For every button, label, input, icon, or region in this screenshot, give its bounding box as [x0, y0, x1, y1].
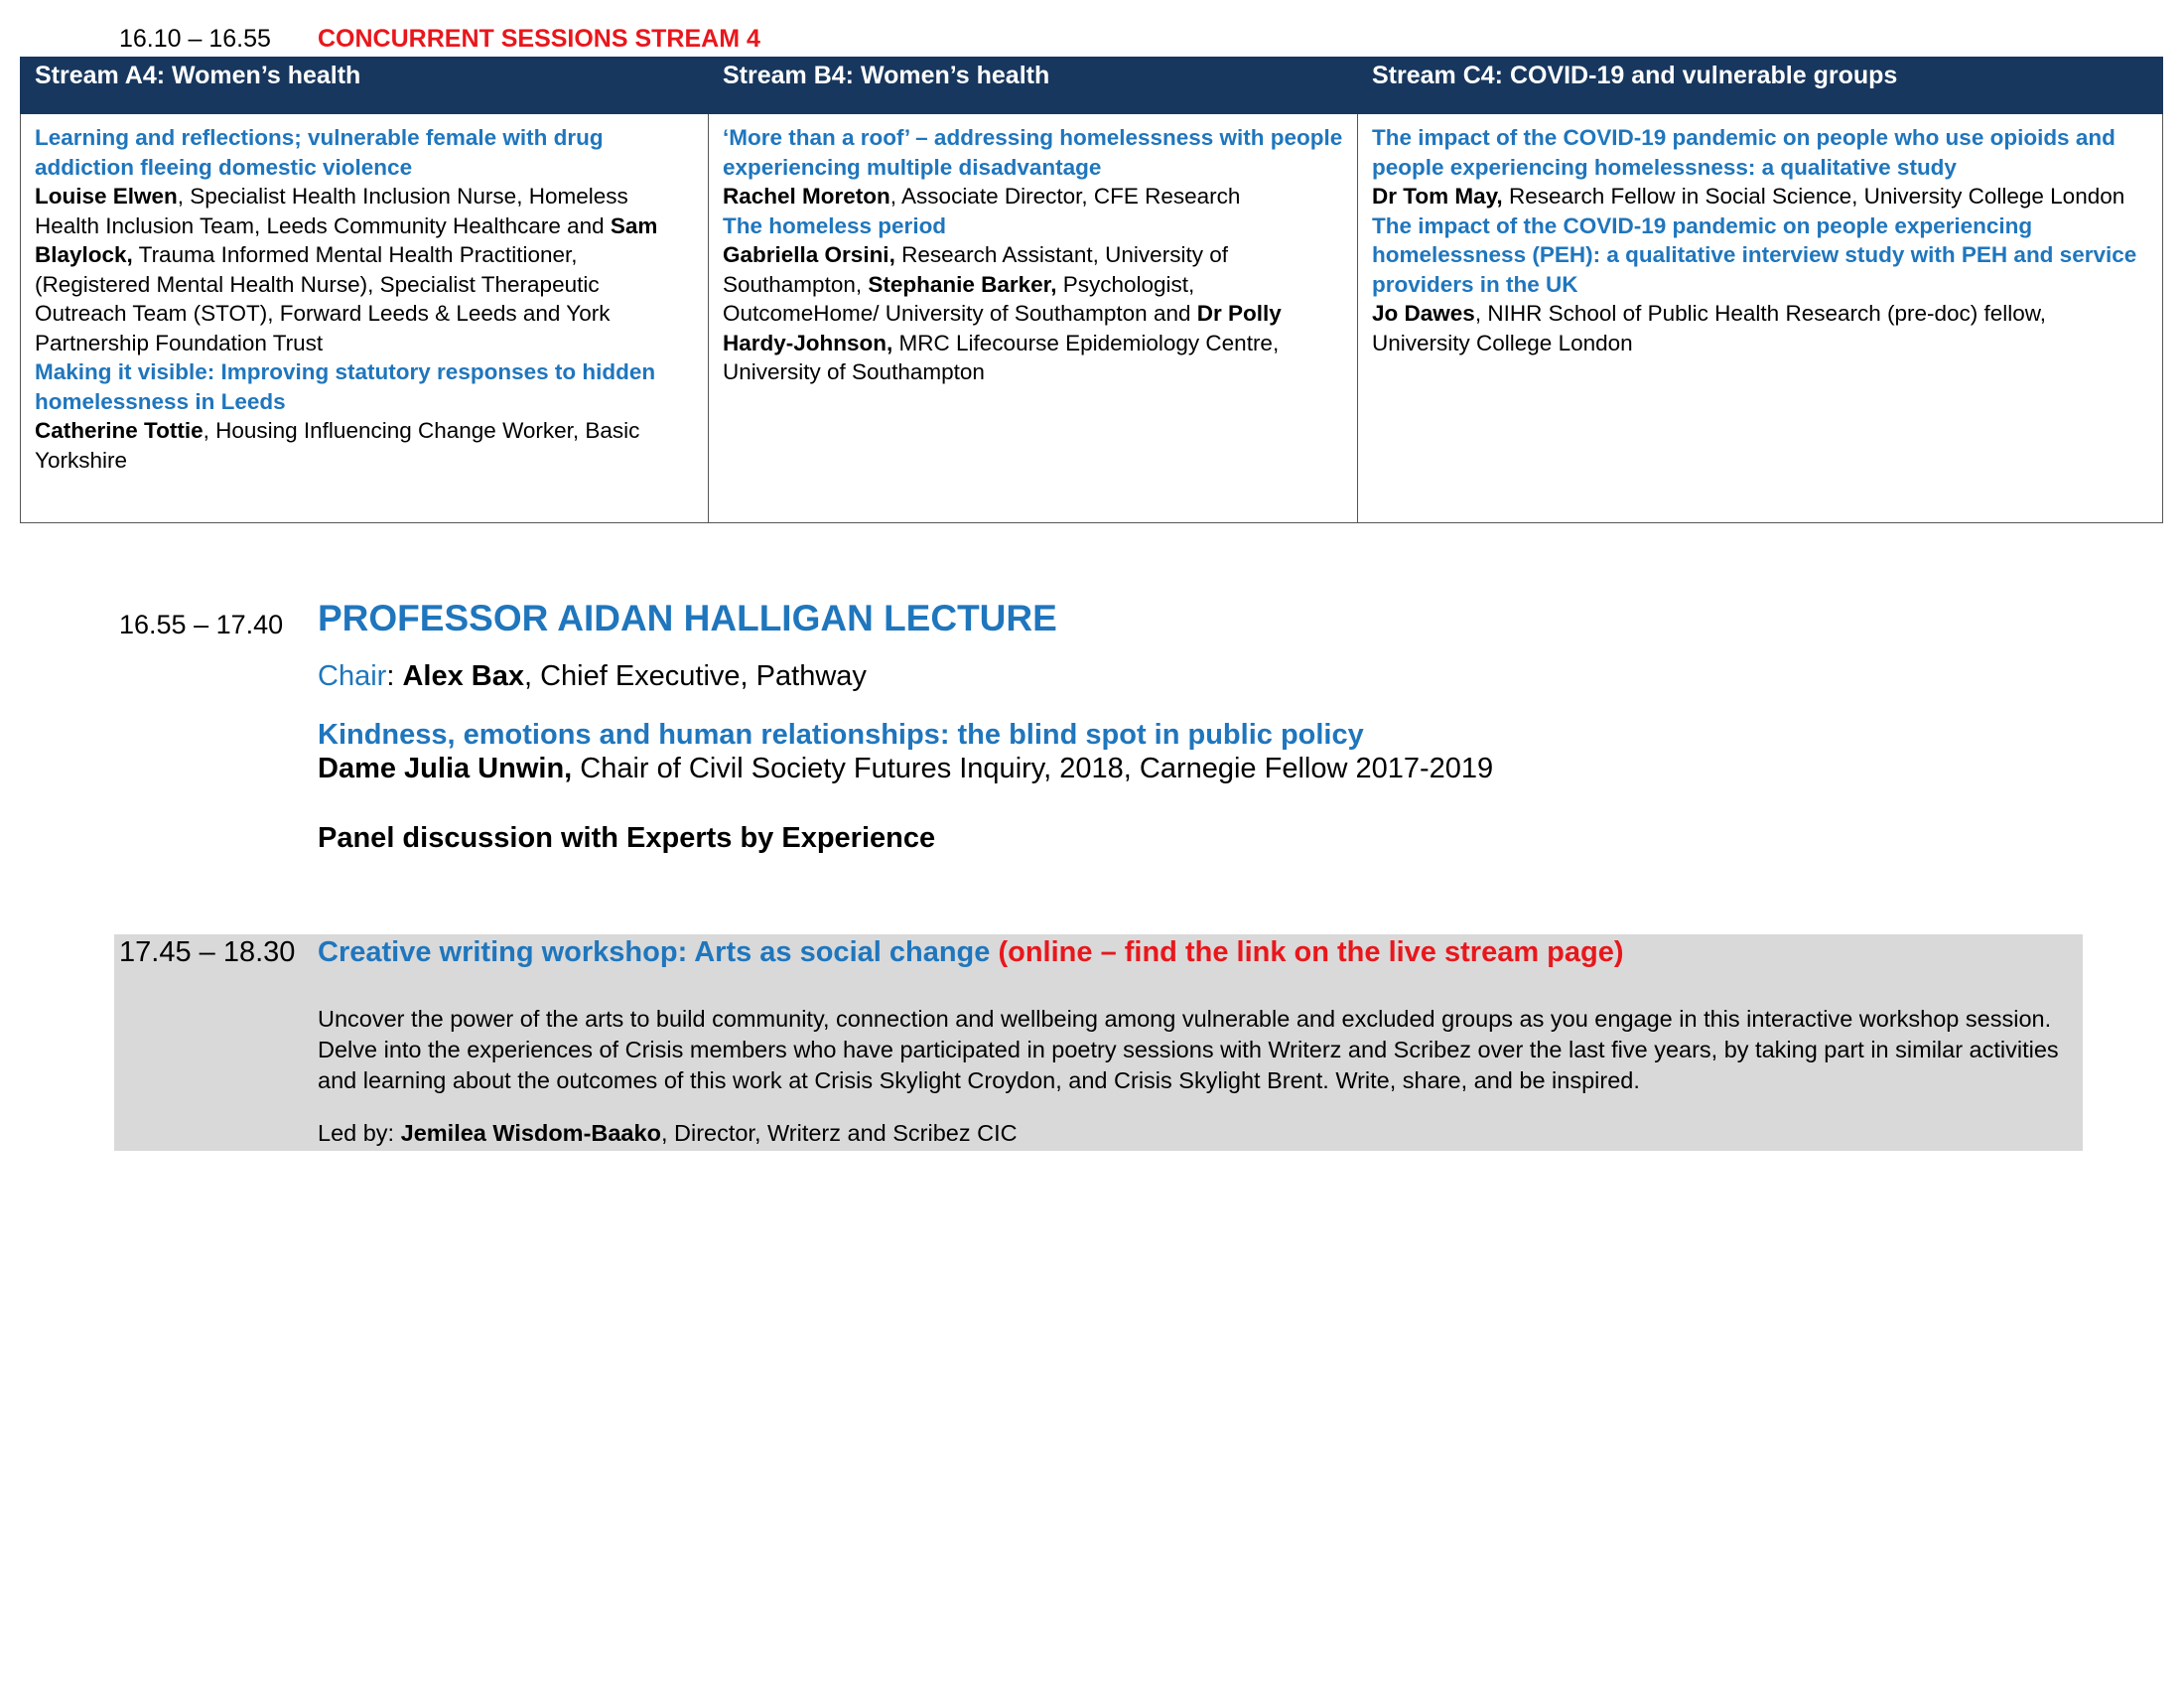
stream4-table-row [21, 114, 2163, 523]
c4-talk1-speakers [1372, 182, 2148, 211]
b4-talk1-speaker1-name: Rachel Moreton [723, 184, 890, 209]
b4-talk2-title: The homeless period [723, 212, 947, 238]
stream4-heading [119, 24, 760, 54]
c4-talk2-speakers [1372, 299, 2148, 357]
led-by-label: Led by: [318, 1120, 401, 1146]
led-by-role: , Director, Writerz and Scribez CIC [660, 1120, 1018, 1146]
chair-name: Alex Bax [402, 660, 524, 692]
workshop-online-note: (online – find the link on the live stream page) [990, 936, 1624, 968]
stream4-title: CONCURRENT SESSIONS STREAM 4 [318, 25, 760, 53]
a4-talk1-speaker1-role: , Specialist Health Inclusion Nurse, Homeless Health Inclusion Team, Leeds Community Healthcare and [35, 184, 628, 238]
stream-a4-header: Stream A4: Women’s health [21, 58, 709, 114]
lecture-speaker-role: Chair of Civil Society Futures Inquiry, 2018, Carnegie Fellow 2017-2019 [572, 753, 1494, 784]
workshop-title: Creative writing workshop: Arts as social change [318, 936, 991, 968]
stream-a4-cell [21, 114, 709, 523]
b4-talk1-speakers [723, 182, 1343, 211]
chair-label: Chair [318, 660, 387, 692]
stream-c4-cell [1358, 114, 2163, 523]
lecture-speaker [318, 752, 2105, 785]
lecture-speaker-name: Dame Julia Unwin, [318, 753, 573, 784]
a4-talk2-speaker1-name: Catherine Tottie [35, 418, 204, 443]
chair-role: , Chief Executive, Pathway [523, 660, 867, 692]
lecture-section [318, 596, 2105, 855]
lecture-title: PROFESSOR AIDAN HALLIGAN LECTURE [318, 598, 1057, 638]
led-by-name: Jemilea Wisdom-Baako [400, 1120, 661, 1146]
c4-talk1-speaker1-name: Dr Tom May, [1372, 184, 1503, 209]
a4-talk1-speakers [35, 182, 694, 357]
b4-talk1-title: ‘More than a roof’ – addressing homelessness with people experiencing multiple disadvantage [723, 125, 1343, 180]
a4-talk2-speaker1-role: , Housing Influencing Change Worker, Basic Yorkshire [35, 418, 640, 473]
b4-talk2-speaker1-role: Research Assistant, University of Southampton, [723, 242, 1228, 297]
b4-talk1-speaker1-role: , Associate Director, CFE Research [889, 184, 1241, 209]
a4-talk2-title: Making it visible: Improving statutory responses to hidden homelessness in Leeds [35, 359, 656, 414]
a4-talk2-speakers [35, 416, 694, 475]
workshop-heading [318, 934, 1624, 971]
a4-talk1-speaker2-name: Sam Blaylock, [35, 212, 658, 267]
c4-talk1-title: The impact of the COVID-19 pandemic on people who use opioids and people experiencing homelessness: a qualitative study [1372, 125, 2116, 180]
a4-talk1-speaker1-name: Louise Elwen [35, 184, 178, 209]
a4-talk1-title: Learning and reflections; vulnerable female with drug addiction fleeing domestic violence [35, 125, 604, 180]
panel-discussion: Panel discussion with Experts by Experience [318, 822, 936, 854]
stream-b4-cell [709, 114, 1358, 523]
b4-talk2-speakers [723, 240, 1343, 387]
c4-talk2-speaker1-role: , NIHR School of Public Health Research (pre-doc) fellow, University College London [1372, 301, 2047, 355]
stream-c4-header: Stream C4: COVID-19 and vulnerable groups [1358, 58, 2163, 114]
b4-talk2-speaker3-role: MRC Lifecourse Epidemiology Centre, University of Southampton [723, 330, 1280, 384]
c4-talk2-title: The impact of the COVID-19 pandemic on people experiencing homelessness (PEH): a qualitative interview study with PEH and service providers in the UK [1372, 212, 2137, 297]
chair-separator: : [386, 660, 403, 692]
a4-talk1-speaker2-role: Trauma Informed Mental Health Practitioner, (Registered Mental Health Nurse), Specialist Therapeutic Outreach Team (STOT), Forward Leeds & Leeds and York Partnership Foundation Trust [35, 242, 611, 355]
stream4-time: 16.10 – 16.55 [119, 25, 271, 53]
c4-talk2-speaker1-name: Jo Dawes [1372, 301, 1475, 326]
b4-talk2-speaker2-role: Psychologist, OutcomeHome/ University of Southampton and [723, 271, 1197, 326]
stream-b4-header: Stream B4: Women’s health [709, 58, 1358, 114]
lecture-time: 16.55 – 17.40 [119, 610, 284, 639]
lecture-talk-title: Kindness, emotions and human relationships: the blind spot in public policy [318, 719, 1364, 751]
stream4-table [20, 57, 2163, 523]
b4-talk2-speaker3-name: Dr Polly Hardy-Johnson, [723, 301, 1282, 355]
stream4-table-header-row [21, 58, 2163, 114]
workshop-description: Uncover the power of the arts to build community, connection and wellbeing among vulnerable and excluded groups as you engage in this interactive workshop session. Delve into the experiences of Crisis members who have participated in poetry sessions with Writerz and Scribez over the last five years, by taking part in similar activities and learning about the outcomes of this work at Crisis Skylight Croydon, and Crisis Skylight Brent. Write, share, and be inspired. [318, 1006, 2059, 1093]
lecture-chair [318, 659, 2105, 693]
b4-talk2-speaker1-name: Gabriella Orsini, [723, 242, 895, 267]
c4-talk1-speaker1-role: Research Fellow in Social Science, University College London [1502, 184, 2125, 209]
b4-talk2-speaker2-name: Stephanie Barker, [868, 271, 1057, 297]
workshop-section [114, 934, 2083, 1151]
workshop-led-by [318, 1118, 1018, 1149]
workshop-time: 17.45 – 18.30 [119, 936, 296, 968]
